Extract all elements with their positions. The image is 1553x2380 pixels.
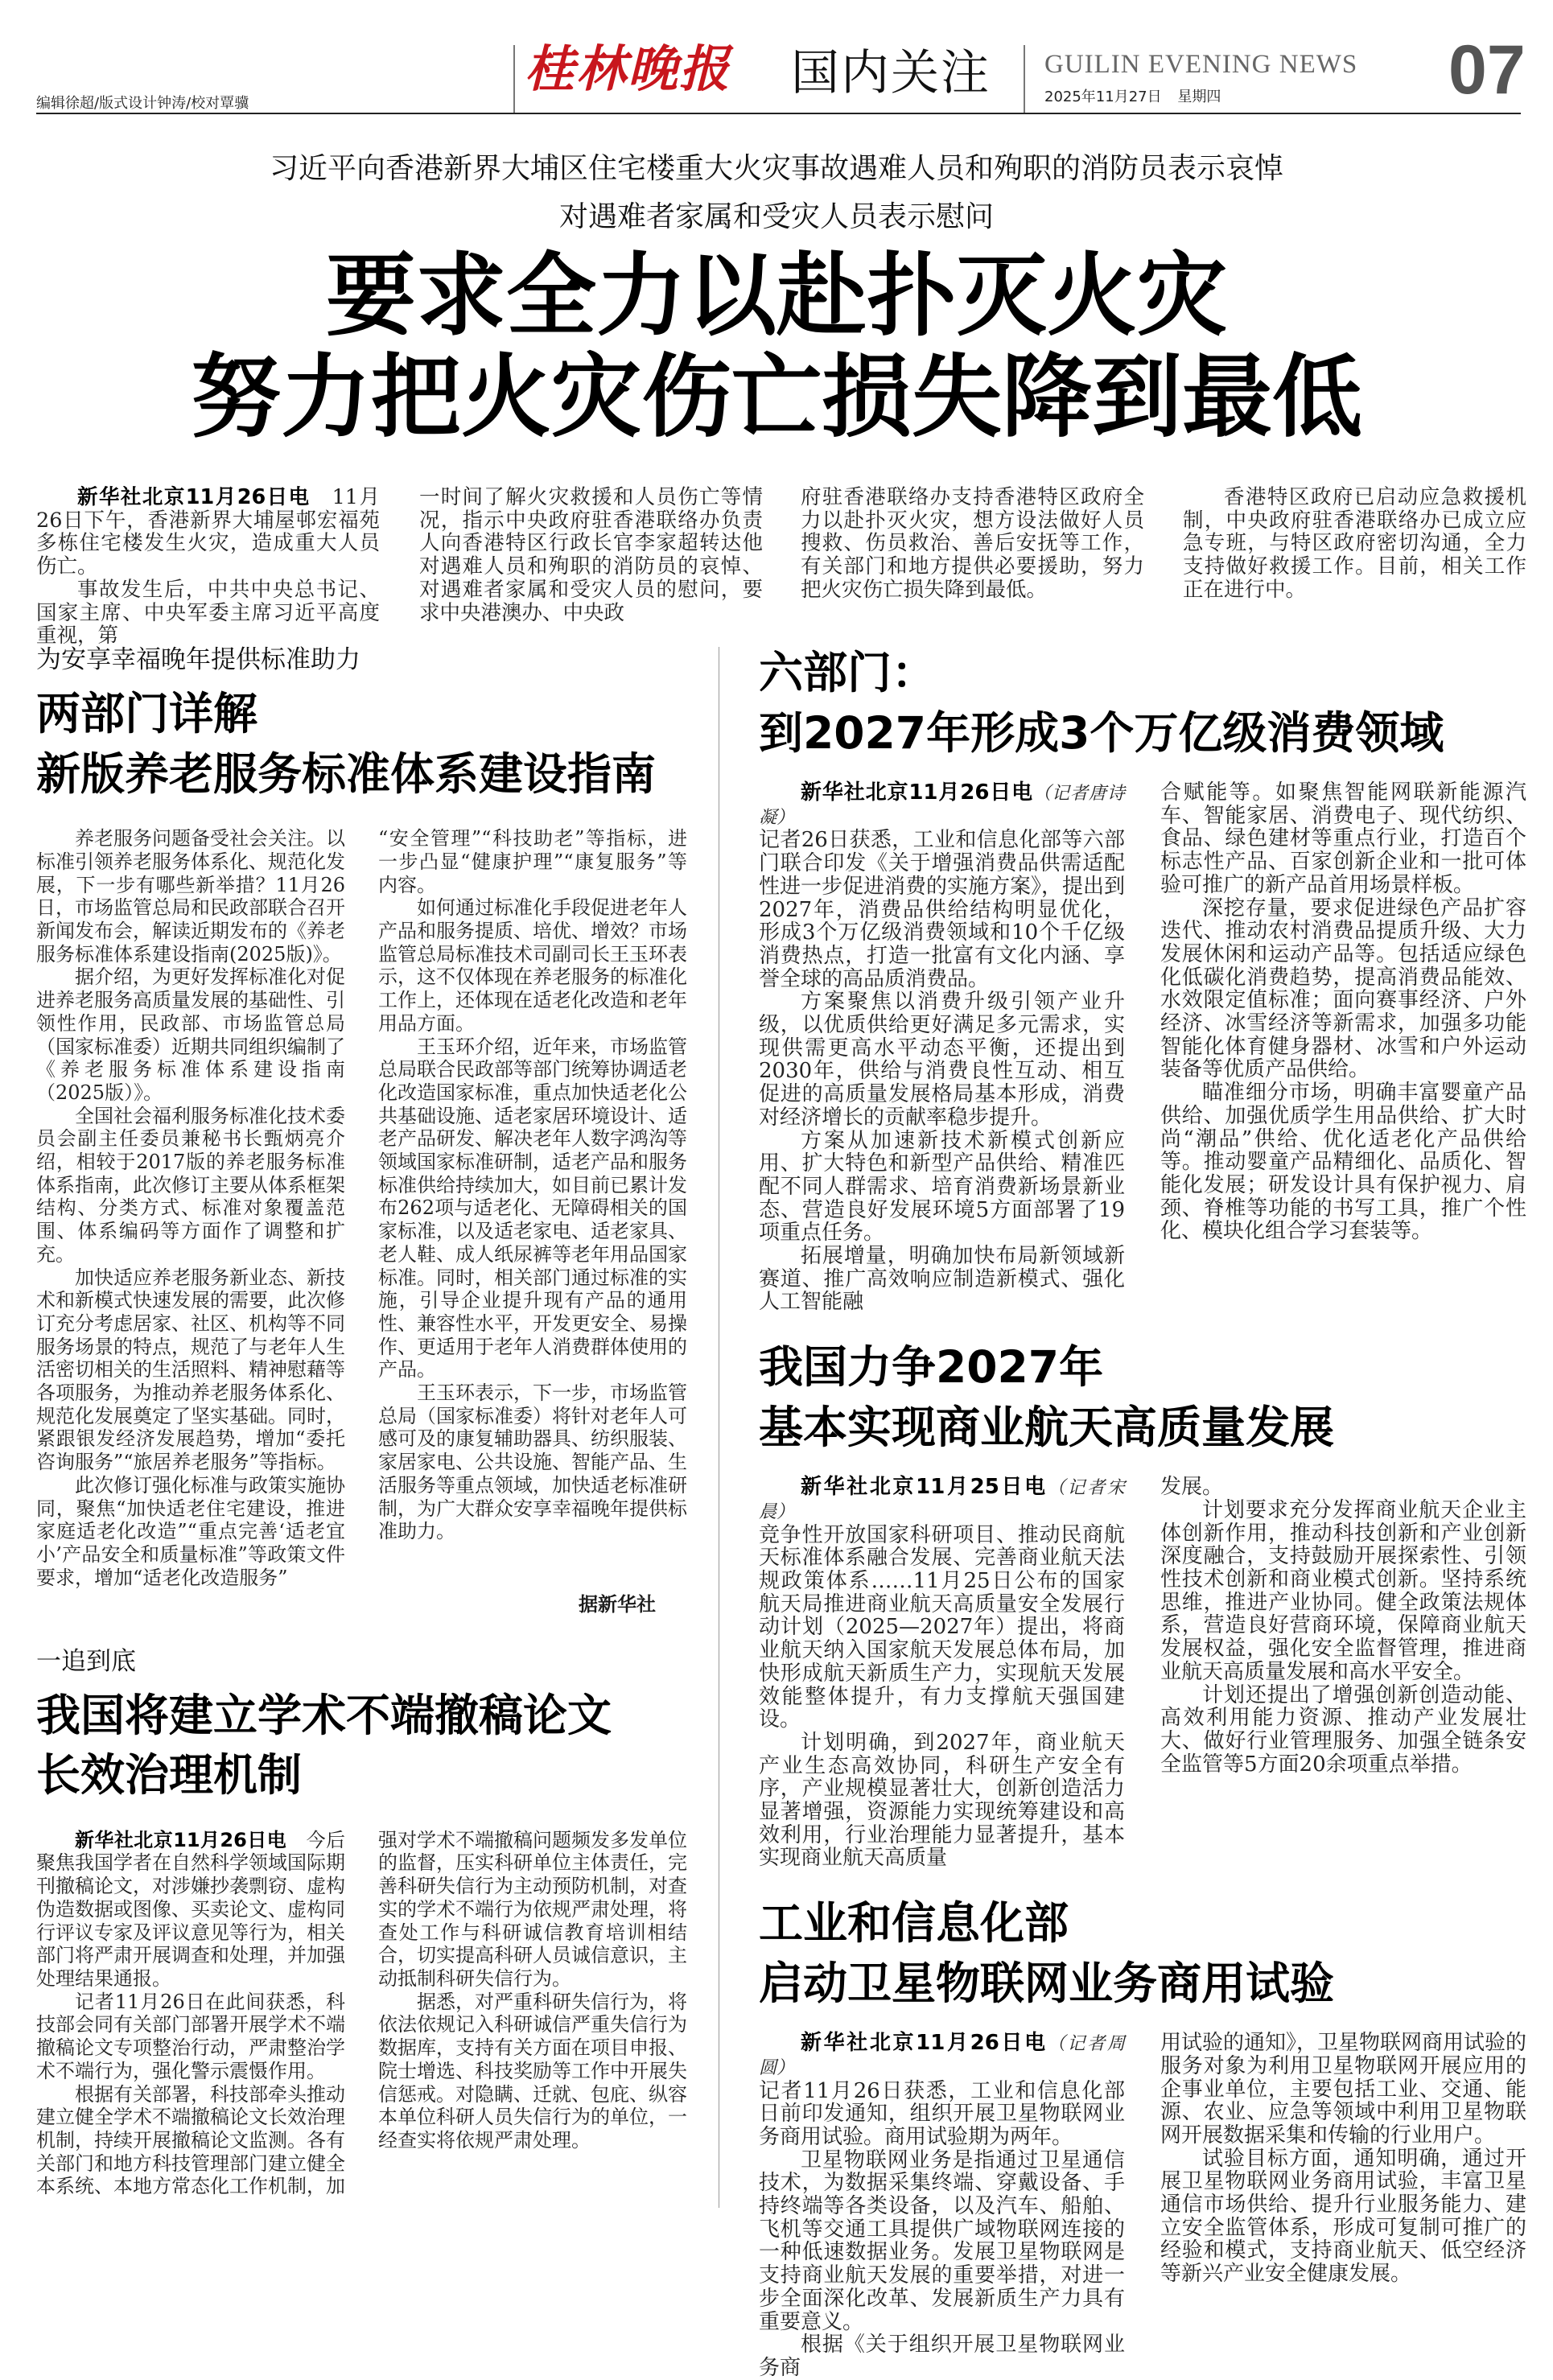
article-paragraph (36, 1105, 345, 1266)
elderly-title-1: 两部门详解 (36, 688, 258, 740)
paragraph-text: 强对学术不端撤稿问题频发多发单位的监督，压实科研单位主体责任，完善科研失信行为主动预防机制，对查实的学术不端行为依规严肃处理，将查处工作与科研诚信教育培训相结合，切实提高科研人员诚信意识，主动抵制科研失信行为。 (378, 1828, 687, 1990)
retraction-kicker: 一追到底 (36, 1646, 136, 1676)
article-paragraph (419, 486, 763, 624)
dateline: 新华社北京11月25日电 (801, 1475, 1048, 1500)
dateline: 新华社北京11月26日电 (801, 2031, 1048, 2056)
masthead-rule (36, 113, 1521, 114)
weekday-text: 星期四 (1177, 89, 1221, 105)
article-paragraph (759, 1245, 1125, 1314)
satellite-article (759, 2032, 1527, 2380)
page-number: 07 (1448, 31, 1526, 109)
satellite-title-2: 启动卫星物联网业务商用试验 (759, 1957, 1335, 2009)
article-paragraph (36, 1474, 345, 1590)
article-paragraph (36, 579, 380, 648)
newspaper-logo: 桂林晚报 (525, 39, 731, 98)
paragraph-text: 如何通过标准化手段促进老年人产品和服务提质、培优、增效？市场监管总局标准技术司副司长王玉环表示，这不仅体现在养老服务的标准化工作上，还体现在适老化改造和老年用品方面。 (378, 896, 687, 1035)
article-column (419, 486, 763, 624)
article-paragraph (36, 1266, 345, 1474)
paragraph-text: 据介绍，为更好发挥标准化对促进养老服务高质量发展的基础性、引领性作用，民政部、市场监管总局（国家标准委）近期共同组织编制了《养老服务标准体系建设指南（2025版）》。 (36, 966, 345, 1104)
article-column (36, 827, 345, 1589)
issue-date (1044, 89, 1232, 106)
paragraph-text: 根据《关于组织开展卫星物联网业务商 (759, 2333, 1125, 2380)
paragraph-text: 王玉环表示，下一步，市场监管总局（国家标准委）将针对老年人可感可及的康复辅助器具、纺织服装、家居家电、公共设施、智能产品、生活服务等重点领域，加快适老标准研制，为广大群众安享幸福晚年提供标准助力。 (378, 1381, 687, 1543)
article-paragraph (759, 781, 1125, 990)
article-paragraph (1183, 486, 1526, 602)
article-paragraph (36, 1829, 345, 1991)
article-column (801, 486, 1144, 602)
article-column (759, 1476, 1125, 1870)
date-text: 2025年11月27日 (1044, 89, 1162, 105)
paragraph-text: 卫星物联网业务是指通过卫星通信技术，为数据采集终端、穿戴设备、手持终端等各类设备，以及汽车、船舶、飞机等交通工具提供广域物联网连接的一种低速数据业务。发展卫星物联网是支持商业航天发展的重要举措，对进一步全面深化改革、发展新质生产力具有重要意义。 (759, 2147, 1125, 2334)
editor-credit: 编辑徐超/版式设计钟涛/校对覃骥 (36, 95, 249, 112)
article-column (378, 1829, 687, 2152)
dateline: 新华社北京11月26日电 (801, 780, 1034, 805)
paragraph-text: 合赋能等。如聚焦智能网联新能源汽车、智能家居、消费电子、现代纺织、食品、绿色建材等重点行业，打造百个标志性产品、百家创新企业和一批可体验可推广的新产品首用场景样板。 (1160, 780, 1526, 897)
paragraph-text: 府驻香港联络办支持香港特区政府全力以赴扑灭火灾，想方设法做好人员搜救、伤员救治、善后安抚等工作，有关部门和地方提供必要援助，努力把火灾伤亡损失降到最低。 (801, 485, 1144, 602)
elderly-article (36, 827, 688, 1589)
reporter-byline: （记者唐诗凝） (759, 783, 1125, 828)
paragraph-text: 拓展增量，明确加快布局新领域新赛道、推广高效响应制造新模式、强化人工智能融 (759, 1244, 1125, 1315)
paragraph-text: 方案聚焦以消费升级引领产业升级，以优质供给更好满足多元需求，实现供需更高水平动态平衡，还提出到2030年，供给与消费良性互动、相互促进的高质量发展格局基本形成，消费对经济增长的贡献率稳步提升。 (759, 990, 1125, 1130)
lead-subhead-1: 习近平向香港新界大埔区住宅楼重大火灾事故遇难人员和殉职的消防员表示哀悼 (269, 152, 1283, 185)
paragraph-text: 11月26日下午，香港新界大埔屋邨宏福苑多栋住宅楼发生火灾，造成重大人员伤亡。 (36, 485, 380, 579)
article-source: 据新华社 (579, 1593, 656, 1616)
paragraph-text: 计划要求充分发挥商业航天企业主体创新作用，推动科技创新和产业创新深度融合，支持鼓励开展探索性、引领性技术创新和商业模式创新。坚持系统思维，推进产业协同。健全政策法规体系，营造良好营商环境，保障商业航天发展权益，强化安全监督管理，推进商业航天高质量发展和高水平安全。 (1160, 1497, 1526, 1684)
dateline: 新华社北京11月26日电 (77, 485, 311, 509)
masthead-divider (1024, 45, 1025, 113)
article-paragraph (759, 2333, 1125, 2379)
paragraph-text: 养老服务问题备受社会关注。以标准引领养老服务体系化、规范化发展，下一步有哪些新举措？11月26日，市场监管总局和民政部联合召开新闻发布会，解读近期发布的《养老服务标准体系建设指南(2025版)》。 (36, 827, 345, 966)
article-paragraph (378, 896, 687, 1035)
article-paragraph (378, 1036, 687, 1382)
paragraph-text: “安全管理”“科技助老”等指标，进一步凸显“健康护理”“康复服务”等内容。 (378, 827, 687, 896)
article-column (1160, 2032, 1526, 2286)
article-paragraph (1160, 2147, 1526, 2286)
article-paragraph (759, 2149, 1125, 2334)
paragraph-text: 方案从加速新技术新模式创新应用、扩大特色和新型产品供给、精准匹配不同人群需求、培育消费新场景新业态、营造良好发展环境5方面部署了19项重点任务。 (759, 1128, 1125, 1246)
article-paragraph (1160, 1081, 1526, 1243)
paragraph-text: 瞄准细分市场，明确丰富婴童产品供给、加强优质学生用品供给、扩大时尚“潮品”供给、优化适老化产品供给等。推动婴童产品精细化、品质化、智能化发展；研发设计具有保护视力、肩颈、脊椎等功能的书写工具，推广个性化、模块化组合学习套装等。 (1160, 1081, 1526, 1244)
lead-headline-2: 努力把火灾伤亡损失降到最低 (191, 345, 1362, 450)
article-paragraph (801, 486, 1144, 602)
paragraph-text: 加快适应养老服务新业态、新技术和新模式快速发展的需要，此次修订充分考虑居家、社区、机构等不同服务场景的特点，规范了与老年人生活密切相关的生活照料、精神慰藉等各项服务，为推动养老服务体系化、规范化发展奠定了坚实基础。同时，紧跟银发经济发展趋势，增加“委托咨询服务”“旅居养老服务”等指标。 (36, 1266, 345, 1474)
article-paragraph (759, 2032, 1125, 2149)
space-title-2: 基本实现商业航天高质量发展 (759, 1401, 1335, 1453)
article-paragraph (759, 1476, 1125, 1731)
article-paragraph (1160, 897, 1526, 1082)
paragraph-text: 一时间了解火灾救援和人员伤亡等情况，指示中央政府驻香港联络办负责人向香港特区行政长官李家超转达他对遇难人员和殉职的消防员的哀悼、对遇难者家属和受灾人员的慰问，要求中央港澳办、中央政 (419, 485, 763, 625)
article-column (1160, 1476, 1526, 1776)
lead-headline-1: 要求全力以赴扑灭火灾 (326, 244, 1227, 348)
paragraph-text: 事故发生后，中共中央总书记、国家主席、中央军委主席习近平高度重视，第 (36, 577, 380, 649)
article-paragraph (1160, 1476, 1526, 1499)
paper-english-name: GUILIN EVENING NEWS (1044, 50, 1358, 79)
article-paragraph (759, 1731, 1125, 1870)
paragraph-text: 用试验的通知》，卫星物联网商用试验的服务对象为利用卫星物联网开展应用的企事业单位，主要包括工业、交通、能源、农业、应急等领域中利用卫星物联网开展数据采集和传输的行业用户。 (1160, 2031, 1527, 2147)
section-name: 国内关注 (791, 45, 991, 101)
paragraph-text: 记者11月26日获悉，工业和信息化部日前印发通知，组织开展卫星物联网业务商用试验。商用试验期为两年。 (759, 2078, 1125, 2149)
article-paragraph (759, 1130, 1125, 1246)
paragraph-text: 计划明确，到2027年，商业航天产业生态高效协同，科研生产安全有序，产业规模显著壮大，创新创造活力显著增强，资源能力实现统筹建设和高效利用，行业治理能力显著提升，基本实现商业航天高质量 (759, 1730, 1125, 1871)
retraction-title-1: 我国将建立学术不端撤稿论文 (36, 1689, 612, 1741)
article-paragraph (378, 1991, 687, 2152)
paragraph-text: 计划还提出了增强创新创造动能、高效利用能力资源、推动产业发展壮大、做好行业管理服务、加强全链条安全监管等5方面20余项重点举措。 (1160, 1682, 1526, 1777)
paragraph-text: 根据有关部署，科技部牵头推动建立健全学术不端撤稿论文长效治理机制，持续开展撤稿论文监测。各有关部门和地方科技管理部门建立健全本系统、本地方常态化工作机制，加 (36, 2082, 345, 2198)
lead-subhead-2: 对遇难者家属和受灾人员表示慰问 (558, 200, 994, 233)
article-column (36, 486, 380, 648)
dateline: 新华社北京11月26日电 (75, 1828, 287, 1851)
article-paragraph (378, 1381, 687, 1543)
article-paragraph (378, 1829, 687, 1991)
retraction-title-2: 长效治理机制 (36, 1749, 303, 1801)
reporter-byline: （记者周圆） (759, 2033, 1125, 2078)
article-column (1160, 781, 1526, 1243)
paragraph-text: 记者26日获悉，工业和信息化部等六部门联合印发《关于增强消费品供需适配性进一步促进消费的实施方案》，提出到2027年，消费品供给结构明显优化，形成3个万亿级消费领域和10个千亿级消费热点，打造一批富有文化内涵、享誉全球的高品质消费品。 (759, 828, 1126, 991)
paragraph-text: 全国社会福利服务标准化技术委员会副主任委员兼秘书长甄炳亮介绍，相较于2017版的养老服务标准体系指南，此次修订主要从体系框架结构、分类方式、标准对象覆盖范围、体系编码等方面作了调整和扩充。 (36, 1104, 345, 1266)
article-paragraph (378, 827, 687, 896)
paragraph-text: 记者11月26日在此间获悉，科技部会同有关部门部署开展学术不端撤稿论文专项整治行动，严肃整治学术不端行为，强化警示震慑作用。 (36, 1990, 345, 2082)
satellite-title-1: 工业和信息化部 (759, 1897, 1069, 1950)
left-half (36, 645, 688, 2198)
article-paragraph (36, 486, 380, 579)
consumption-title-1: 六部门： (759, 647, 937, 698)
article-column (36, 1829, 345, 2198)
article-paragraph (1160, 1684, 1526, 1777)
retraction-article (36, 1829, 688, 2198)
consumption-title-2: 到2027年形成3个万亿级消费领域 (759, 706, 1444, 759)
elderly-kicker: 为安享幸福晚年提供标准助力 (36, 645, 360, 674)
article-paragraph (1160, 781, 1526, 897)
article-column (378, 827, 687, 1543)
paragraph-text: 今后聚焦我国学者在自然科学领域国际期刊撤稿论文，对涉嫌抄袭剽窃、虚构伪造数据或图像、买卖论文、虚构同行评议专家及评议意见等行为，相关部门将严肃开展调查和处理，并加强处理结果通报。 (36, 1828, 346, 1990)
paragraph-text: 发展。 (1160, 1475, 1224, 1500)
article-column (1183, 486, 1526, 602)
paragraph-text: 据悉，对严重科研失信行为，将依法依规记入科研诚信严重失信行为数据库，支持有关方面在项目申报、院士增选、科技奖励等工作中开展失信惩戒。对隐瞒、迁就、包庇、纵容本单位科研人员失信行为的单位，一经查实将依规严肃处理。 (378, 1990, 687, 2151)
reporter-byline: （记者宋晨） (759, 1477, 1125, 1522)
article-paragraph (1160, 2032, 1526, 2147)
space-title-1: 我国力争2027年 (759, 1341, 1104, 1394)
paragraph-text: 香港特区政府已启动应急救援机制，中央政府驻香港联络办已成立应急专班，与特区政府密切沟通，全力支持做好救援工作。目前，相关工作正在进行中。 (1183, 485, 1526, 602)
paragraph-text: 竞争性开放国家科研项目、推动民商航天标准体系融合发展、完善商业航天法规政策体系……11月25日公布的国家航天局推进商业航天高质量安全发展行动计划（2025—2027年）提出，将商业航天纳入国家航天发展总体布局，加快形成航天新质生产力，实现航天发展效能整体提升，有力支撑航天强国建设。 (759, 1522, 1125, 1732)
masthead-divider (513, 45, 515, 113)
paragraph-text: 试验目标方面，通知明确，通过开展卫星物联网业务商用试验，丰富卫星通信市场供给、提升行业服务能力、建立安全监管体系，形成可复制可推广的经验和模式，支持商业航天、低空经济等新兴产业安全健康发展。 (1160, 2146, 1526, 2287)
article-paragraph (36, 2083, 345, 2199)
elderly-title-2: 新版养老服务标准体系建设指南 (36, 747, 657, 800)
article-paragraph (759, 990, 1125, 1129)
space-article (759, 1476, 1527, 1870)
right-half (759, 649, 1527, 2380)
paragraph-text: 深挖存量，要求促进绿色产品扩容迭代、推动农村消费品提质升级、大力发展休闲和运动产品等。包括适应绿色化低碳化消费趋势，提高消费品能效、水效限定值标准；面向赛事经济、户外经济、冰雪经济等新需求，加强多功能智能化体育健身器材、冰雪和户外运动装备等优质产品供给。 (1160, 896, 1526, 1082)
article-paragraph (36, 1991, 345, 2083)
paragraph-text: 此次修订强化标准与政策实施协同，聚焦“加快适老住宅建设，推进家庭适老化改造”“重点完善‘适老宜小’产品安全和质量标准”等政策文件要求，增加“适老化改造服务” (36, 1473, 345, 1589)
article-paragraph (1160, 1499, 1526, 1684)
paragraph-text: 王玉环介绍，近年来，市场监管总局联合民政部等部门统筹协调适老化改造国家标准，重点加快适老化公共基础设施、适老家居环境设计、适老产品研发、解决老年人数字鸿沟等领域国家标准研制，适老产品和服务标准供给持续加大，如目前已累计发布262项与适老化、无障碍相关的国家标准，以及适老家电、适老家具、老人鞋、成人纸尿裤等老年用品国家标准。同时，相关部门通过标准的实施，引导企业提升现有产品的通用性、兼容性水平，开发更安全、易操作、更适用于老年人消费群体使用的产品。 (378, 1035, 687, 1381)
consumption-article (759, 781, 1527, 1314)
article-column (759, 2032, 1125, 2380)
article-paragraph (36, 966, 345, 1104)
article-column (759, 781, 1125, 1314)
article-paragraph (36, 827, 345, 966)
